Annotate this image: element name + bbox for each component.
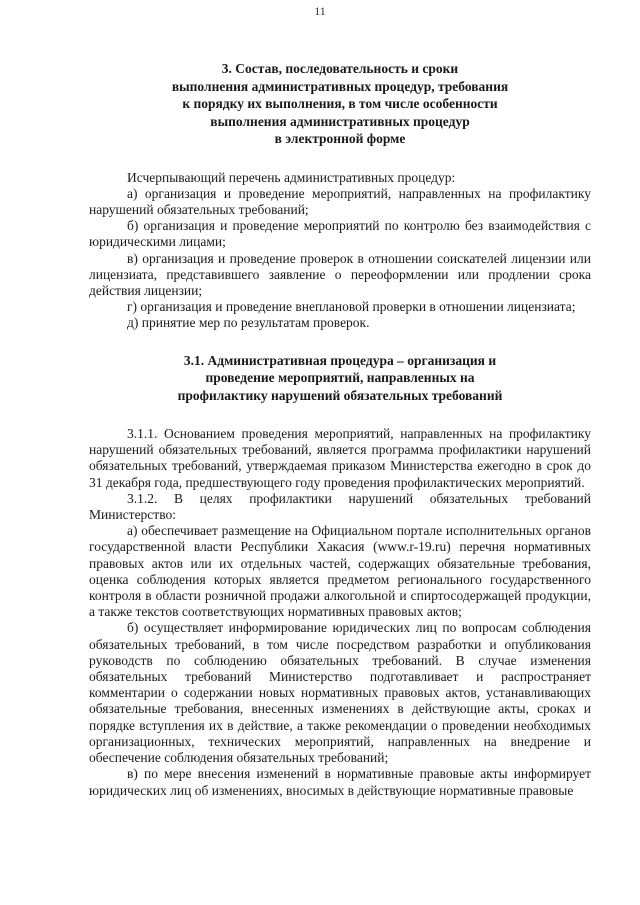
section-heading xyxy=(89,60,591,148)
subsection-heading xyxy=(89,352,591,405)
procedures-intro: Исчерпывающий перечень административных процедур: xyxy=(127,169,456,185)
page-content xyxy=(89,60,591,799)
subsection-heading-line: проведение мероприятий, направленных на xyxy=(205,370,475,386)
page-number: 11 xyxy=(314,4,326,18)
body-paragraph: а) обеспечивает размещение на Официальном портале исполнительных органов государственной власти Республики Хакасия (www.r-19.ru) перечня нормативных правовых актов или их отдельных частей, содержащих обязательные требования, оценка соблюдения которых является предметом регионального государственного контроля в области розничной продажи алкогольной и спиртосодержащей продукции, а также текстов соответствующих нормативных правовых актов; xyxy=(89,523,591,620)
body-paragraph: в) по мере внесения изменений в нормативные правовые акты информирует юридических лиц об изменениях, вносимых в действующие нормативные правовые xyxy=(89,766,591,798)
subsection-heading-line: 3.1. Административная процедура – организация и xyxy=(183,352,497,368)
body-paragraph: 3.1.1. Основанием проведения мероприятий, направленных на профилактику нарушений обязательных требований, является программа профилактики нарушений обязательных требований, утверждаемая приказом Министерства ежегодно в срок до 31 декабря года, предшествующего году проведения профилактических мероприятий. xyxy=(89,426,591,490)
section-heading-line: выполнения административных процедур, требования xyxy=(171,78,509,94)
body-paragraph: б) осуществляет информирование юридических лиц по вопросам соблюдения обязательных требований, в том числе посредством разработки и опубликования руководств по соблюдению обязательных требований. В случае изменения обязательных требований Министерство подготавливает и распространяет комментарии о содержании новых нормативных правовых актов, устанавливающих обязательные требования, внесенных изменениях в действующие акты, сроках и порядке вступления их в действие, а также рекомендации о проведении необходимых организационных, технических мероприятий, направленных на внедрение и обеспечение соблюдения обязательных требований; xyxy=(89,620,591,766)
procedure-item: г) организация и проведение внеплановой проверки в отношении лицензиата; xyxy=(127,299,576,315)
section-heading-line: выполнения административных процедур xyxy=(210,113,470,129)
section-heading-line: в электронной форме xyxy=(274,131,406,146)
procedure-item: б) организация и проведение мероприятий по контролю без взаимодействия с юридическими лицами; xyxy=(89,218,591,250)
body-paragraph: 3.1.2. В целях профилактики нарушений обязательных требований Министерство: xyxy=(89,490,591,523)
subsection-heading-line: профилактику нарушений обязательных требований xyxy=(177,387,503,403)
section-heading-line: 3. Состав, последовательность и сроки xyxy=(221,61,459,76)
procedure-item: д) принятие мер по результатам проверок. xyxy=(127,315,370,331)
procedure-item: в) организация и проведение проверок в отношении соискателей лицензии или лицензиата, представившего заявление о переоформлении или продлении срока действия лицензии; xyxy=(89,250,591,298)
procedure-item: а) организация и проведение мероприятий, направленных на профилактику нарушений обязательных требований; xyxy=(89,185,591,217)
section-heading-line: к порядку их выполнения, в том числе особенности xyxy=(182,96,498,111)
